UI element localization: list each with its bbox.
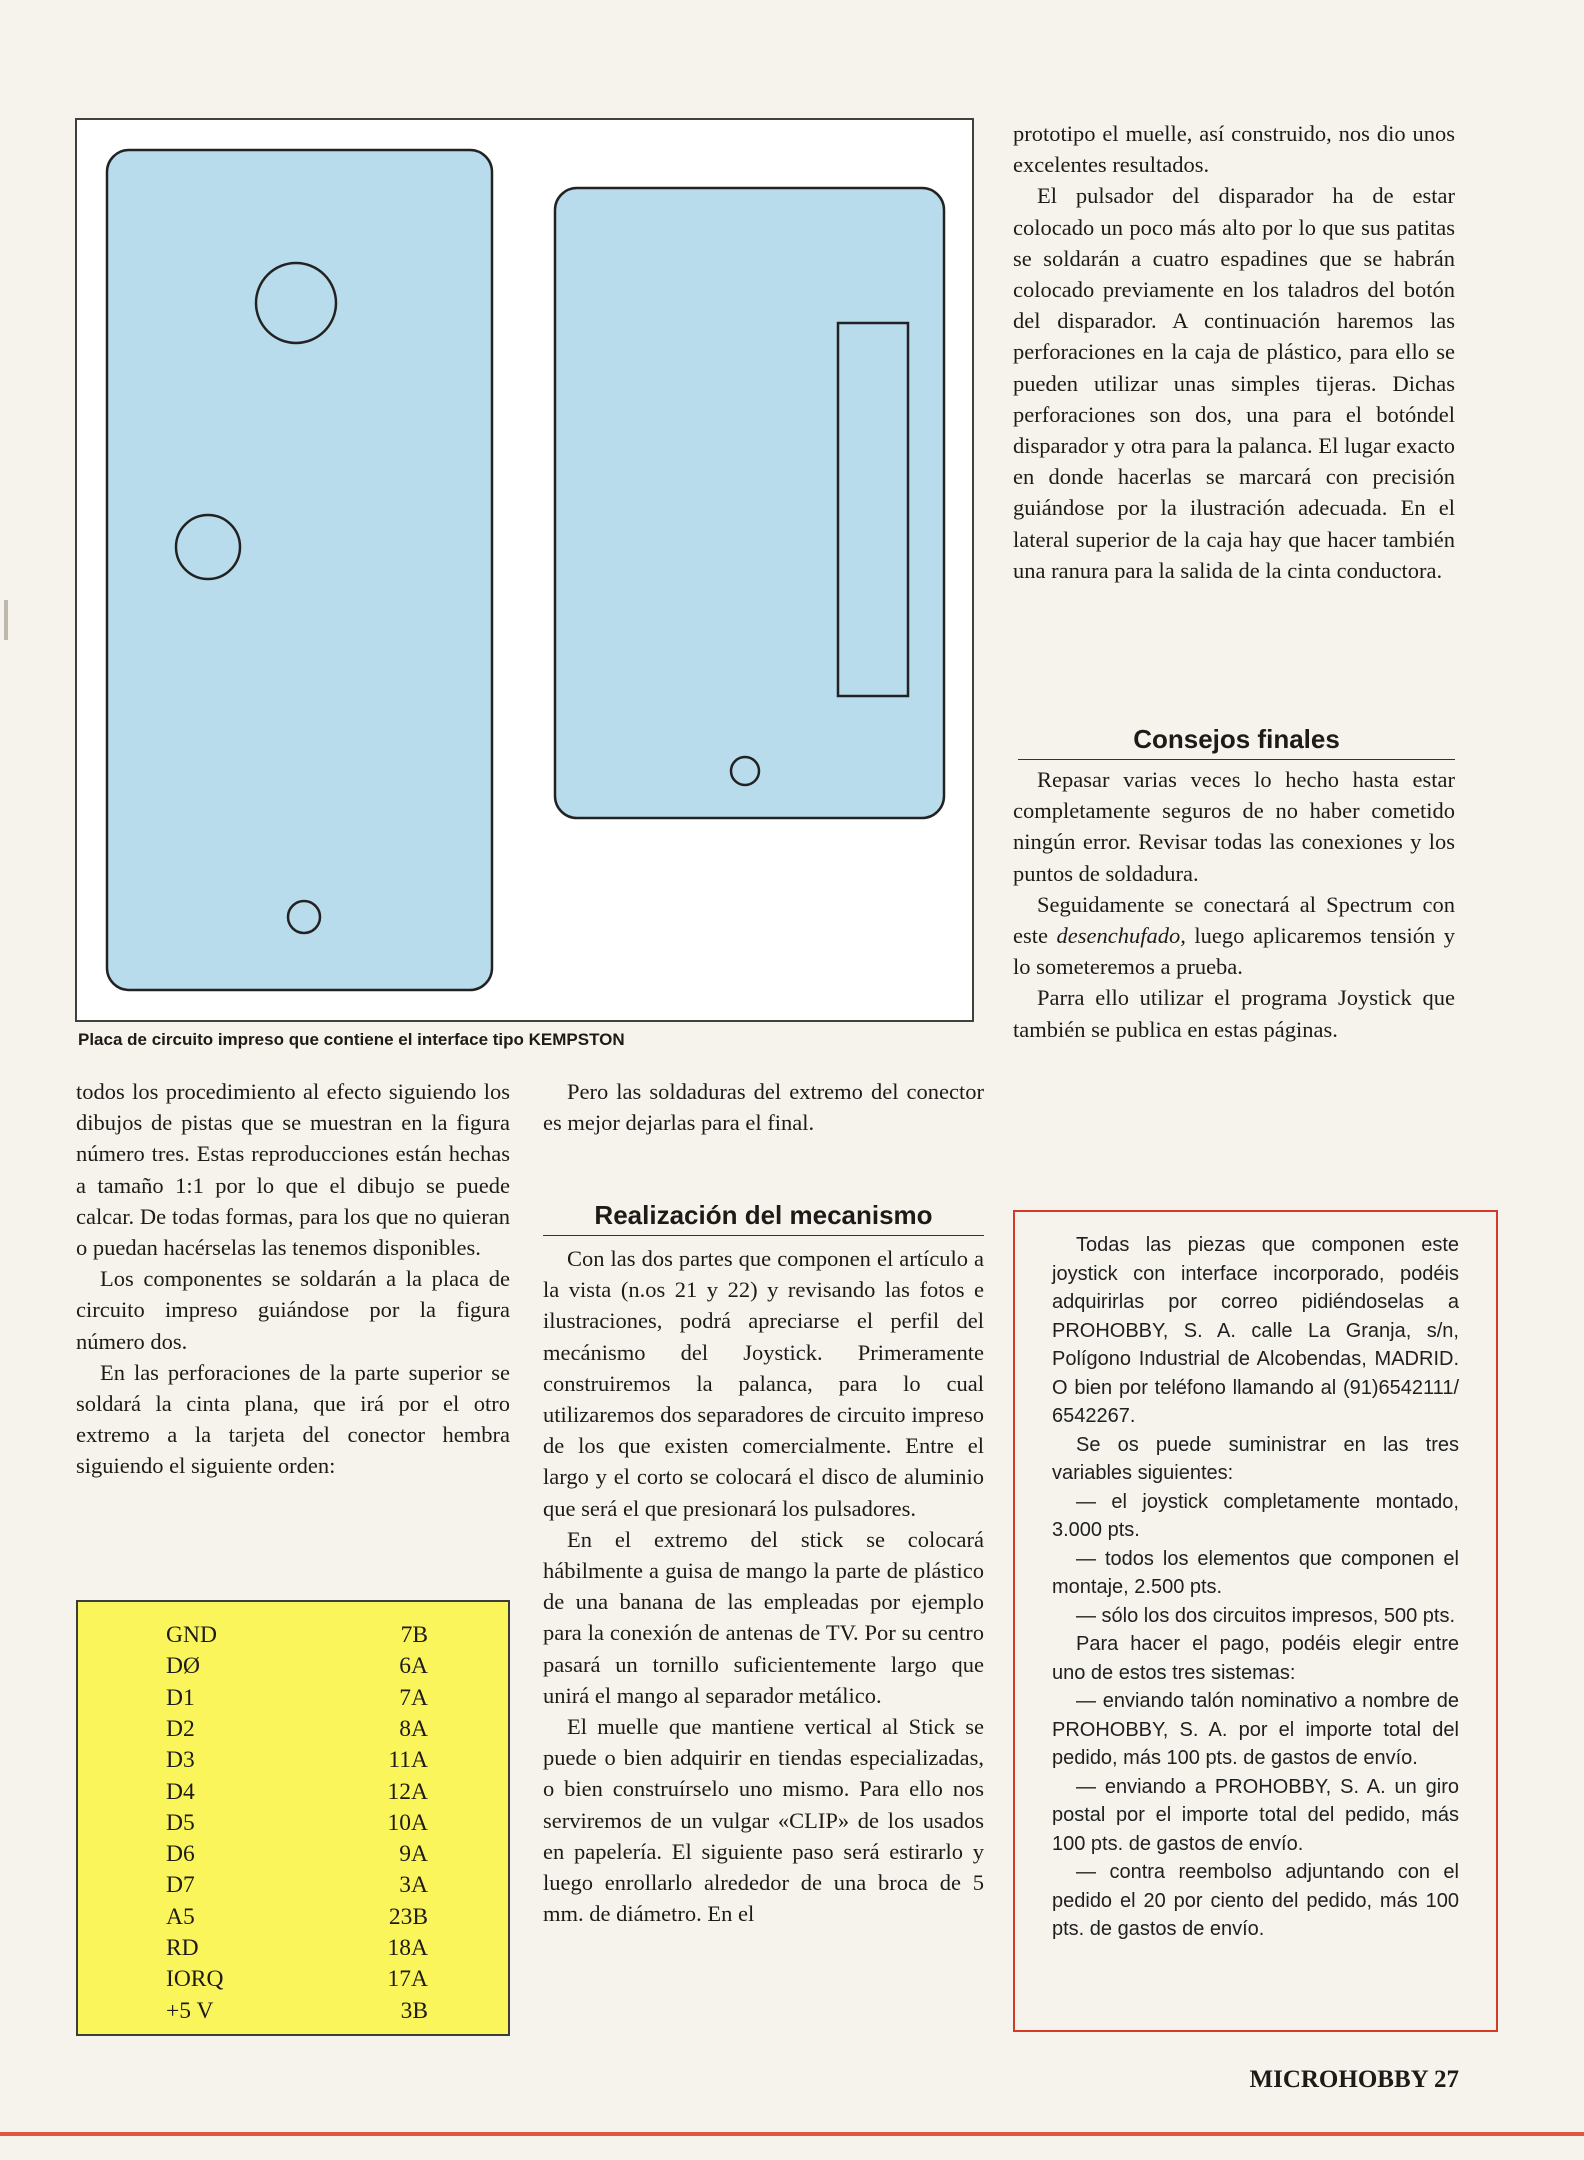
paragraph: — el joystick completamente montado, 3.000 pts. (1052, 1490, 1459, 1541)
paragraph: — enviando a PROHOBBY, S. A. un giro postal por el importe total del pedido, más 100 pts. de gastos de envío. (1052, 1775, 1459, 1855)
pin-row: RD 18A (166, 1935, 428, 1961)
bottom-rule (0, 2132, 1584, 2136)
middle-column-top (543, 1076, 984, 1138)
paragraph: — sólo los dos circuitos impresos, 500 pts. (1076, 1604, 1456, 1627)
magazine-name: MICROHOBBY (1249, 2066, 1428, 2093)
connector-pin-table (76, 1600, 510, 2036)
paragraph: Con las dos partes que componen el artículo a la vista (n.os 21 y 22) y revisando las fotos e ilustraciones, podrá apreciarse el perfil del mecánismo del Joystick. Primeramente construiremos la palanca, para lo cual utilizaremos dos separadores de circuito impreso de los que existen comercialmente. Entre el largo y el corto se colocará el disco de aluminio que será el que presionará los pulsadores. (543, 1246, 984, 1521)
italic-word: desenchufado, (1056, 923, 1186, 949)
paragraph: Seguidamente se conectará al Spectrum con este desenchufado, luego aplicaremos tensión y lo someteremos a prueba. (1013, 891, 1455, 980)
paragraph: — todos los elementos que componen el montaje, 2.500 pts. (1052, 1547, 1459, 1598)
paragraph: Pero las soldaduras del extremo del conector es mejor dejarlas para el final. (543, 1079, 984, 1136)
pin-row: A5 23B (166, 1903, 428, 1930)
order-info-box (1013, 1210, 1498, 2032)
paragraph: El pulsador del disparador ha de estar colocado un poco más alto por lo que sus patitas se soldarán a cuatro espadines que se habrán colocado previamente en los taladros del botón del disparador. A continuación haremos las perforaciones en la caja de plástico, para ello se pueden utilizar unas simples tijeras. Dichas perforaciones son dos, una para el botóndel disparador y otra para la palanca. El lugar exacto en donde hacerlas se marcará con precisión guiándose por la ilustración adecuada. En el lateral superior de la caja hay que hacer también una ranura para la salida de la cinta conductora. (1013, 183, 1455, 583)
consejos-text (1013, 764, 1455, 1045)
pin-row: D2 8A (166, 1715, 428, 1742)
paragraph: El muelle que mantiene vertical al Stick se puede o bien adquirir en tiendas especializadas, o bien construírselo uno mismo. Para ello nos serviremos de un vulgar «CLIP» de los usados en papelería. El siguiente paso será estirarlo y luego enrollarlo alrededor de una broca de 5 mm. de diámetro. En el (543, 1714, 984, 1927)
paragraph: En el extremo del stick se colocará hábilmente a guisa de mango la parte de plástico de una banana de las empleadas por ejemplo para la conexión de antenas de TV. Por su centro pasará un tornillo suficientemente largo que unirá el mango al separador metálico. (543, 1526, 984, 1708)
section-heading-consejos: Consejos finales (1018, 724, 1455, 760)
paragraph: Repasar varias veces lo hecho hasta estar completamente seguros de no haber cometido ningún error. Revisar todas las conexiones y los puntos de soldadura. (1013, 767, 1455, 886)
figure-caption: Placa de circuito impreso que contiene el interface tipo KEMPSTON (78, 1030, 625, 1049)
paragraph: Parra ello utilizar el programa Joystick que también se publica en estas páginas. (1013, 985, 1455, 1042)
pin-row: D1 7A (166, 1684, 428, 1711)
paragraph: Se os puede suministrar en las tres variables siguientes: (1052, 1433, 1459, 1484)
scan-edge-mark (4, 600, 8, 640)
left-column (76, 1076, 510, 1482)
paragraph: — enviando talón nominativo a nombre de PROHOBBY, S. A. por el importe total del pedido, más 100 pts. de gastos de envío. (1052, 1690, 1459, 1769)
pin-row: D5 10A (166, 1809, 428, 1836)
pin-row: IORQ 17A (166, 1966, 428, 1993)
pin-row: D7 3A (166, 1872, 428, 1899)
pin-row: GND 7B (166, 1622, 428, 1648)
right-column-top (1013, 118, 1455, 586)
middle-column (543, 1243, 984, 1929)
pin-row: DØ 6A (166, 1653, 428, 1680)
section-heading-mecanismo: Realización del mecanismo (543, 1200, 984, 1236)
pcb-drawing (77, 120, 972, 1020)
paragraph: En las perforaciones de la parte superior se soldará la cinta plana, que irá por el otro extremo a la tarjeta del conector hembra siguiendo el siguiente orden: (76, 1359, 510, 1479)
paragraph: Para hacer el pago, podéis elegir entre uno de estos tres sistemas: (1052, 1633, 1459, 1684)
paragraph: todos los procedimiento al efecto siguiendo los dibujos de pistas que se muestran en la figura número tres. Estas reproducciones están hechas a tamaño 1:1 por lo que el dibujo se puede calcar. De todas formas, para los que no quieran o puedan hacérselas las tenemos disponibles. (76, 1079, 510, 1261)
pin-row: D6 9A (166, 1841, 428, 1868)
paragraph: Todas las piezas que componen este joystick con interface incorporado, podéis adquirirlas por correo pidiéndoselas a PROHOBBY, S. A. calle La Granja, s/n, Polígono Industrial de Alcobendas, MADRID. O bien por teléfono llamando al (91)6542111/ 6542267. (1052, 1234, 1459, 1427)
pcb-board-right (555, 188, 944, 818)
pin-row: D3 11A (166, 1747, 428, 1774)
pin-row: D4 12A (166, 1778, 428, 1805)
page-footer (1250, 2066, 1460, 2094)
paragraph: prototipo el muelle, así construido, nos dio unos excelentes resultados. (1013, 121, 1455, 178)
page-number: 27 (1434, 2066, 1459, 2093)
paragraph: — contra reembolso adjuntando con el pedido el 20 por ciento del pedido, más 100 pts. de gastos de envío. (1052, 1861, 1459, 1940)
pcb-board-left (107, 150, 492, 990)
paragraph: Los componentes se soldarán a la placa de circuito impreso guiándose por la figura número dos. (76, 1266, 510, 1354)
pcb-figure (75, 118, 974, 1022)
pin-row: +5 V 3B (166, 1997, 428, 2024)
